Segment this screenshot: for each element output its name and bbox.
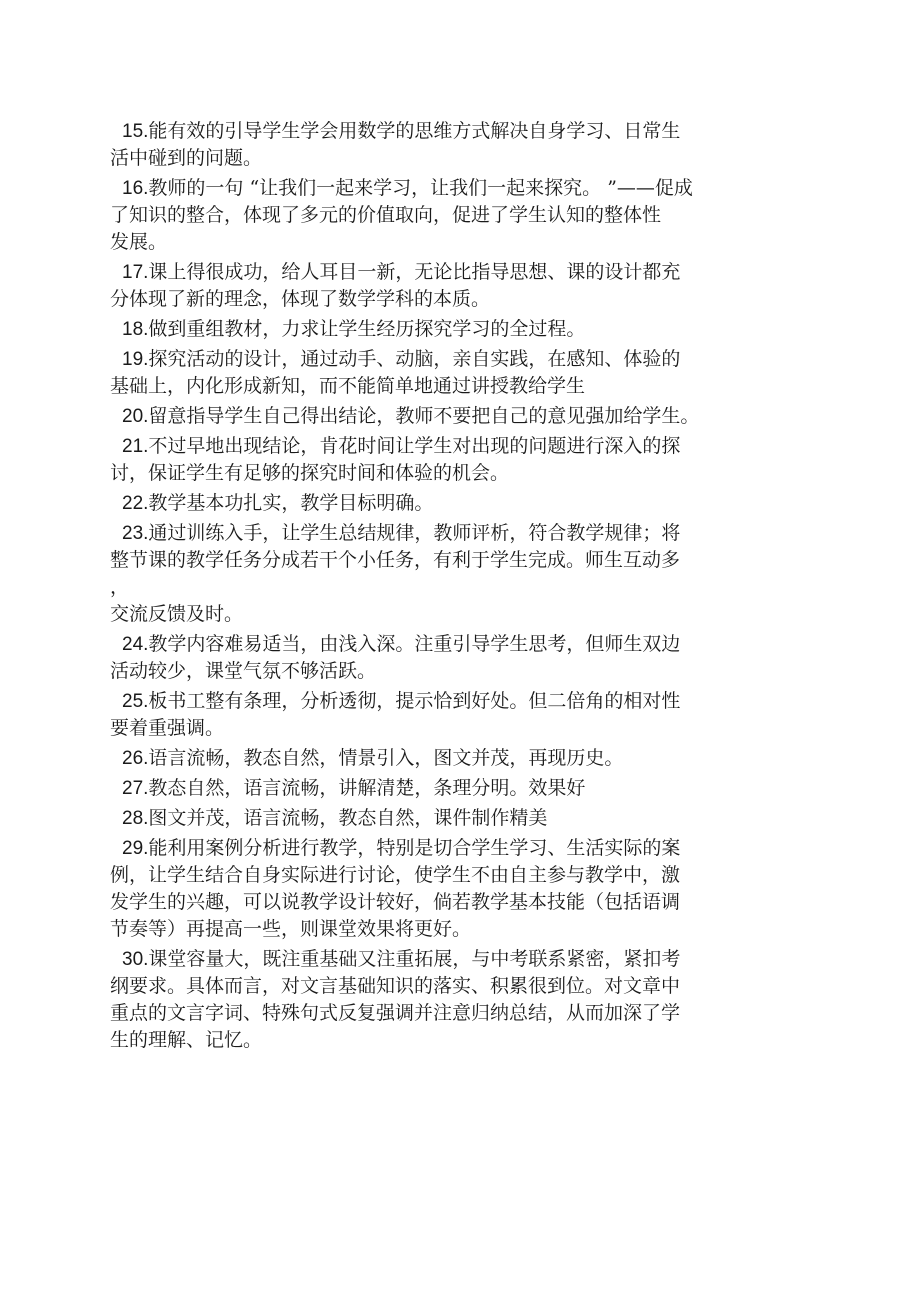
comment-item: [110, 403, 810, 430]
comment-number: 24.: [122, 634, 149, 655]
comment-text: 做到重组教材，力求让学生经历探究学习的全过程。: [148, 318, 586, 340]
comment-number: 30.: [122, 949, 149, 970]
comment-first-line: [110, 346, 810, 373]
comment-text: 通过训练入手，让学生总结规律，教师评析，符合教学规律；将: [148, 522, 681, 544]
comment-item: [110, 520, 810, 628]
comment-text: 留意指导学生自己得出结论，教师不要把自己的意见强加给学生。: [148, 405, 700, 427]
comment-item: [110, 775, 810, 802]
comment-text: 教师的一句 “让我们一起来学习，让我们一起来探究。 ”——促成: [148, 177, 693, 199]
comment-item: [110, 118, 810, 172]
comment-item: [110, 175, 810, 256]
comment-item: [110, 835, 810, 943]
comment-line: 了知识的整合，体现了多元的价值取向，促进了学生认知的整体性: [110, 204, 662, 226]
comment-number: 17.: [122, 262, 149, 283]
comment-item: [110, 259, 810, 313]
comment-number: 26.: [122, 748, 149, 769]
comment-line: 重点的文言字词、特殊句式反复强调并注意归纳总结，从而加深了学: [110, 1002, 681, 1024]
comment-first-line: [110, 403, 810, 430]
comment-number: 28.: [122, 808, 149, 829]
comment-line: 发展。: [110, 231, 168, 253]
comment-number: 22.: [122, 493, 149, 514]
comment-line: 分体现了新的理念，体现了数学学科的本质。: [110, 288, 491, 310]
comment-first-line: [110, 259, 810, 286]
comment-line: 交流反馈及时。: [110, 603, 244, 625]
comment-first-line: [110, 433, 810, 460]
comment-line: 基础上，内化形成新知，而不能简单地通过讲授教给学生: [110, 375, 586, 397]
comment-first-line: [110, 520, 810, 547]
comment-text: 探究活动的设计，通过动手、动脑，亲自实践，在感知、体验的: [148, 348, 681, 370]
comment-line: 发学生的兴趣，可以说教学设计较好，倘若教学基本技能（包括语调: [110, 891, 681, 913]
comment-number: 29.: [122, 838, 149, 859]
comment-first-line: [110, 118, 810, 145]
comment-number: 15.: [122, 121, 149, 142]
comment-line: ，: [110, 576, 130, 598]
comment-item: [110, 745, 810, 772]
comment-item: [110, 346, 810, 400]
comment-text: 不过早地出现结论，肯花时间让学生对出现的问题进行深入的探: [148, 435, 681, 457]
comment-line: 活中碰到的问题。: [110, 147, 263, 169]
comment-line: 活动较少，课堂气氛不够活跃。: [110, 660, 377, 682]
comment-number: 16.: [122, 178, 149, 199]
comment-first-line: [110, 835, 810, 862]
comment-line: 整节课的教学任务分成若干个小任务，有利于学生完成。师生互动多: [110, 549, 681, 571]
comment-item: [110, 433, 810, 487]
comment-text: 语言流畅，教态自然，情景引入，图文并茂，再现历史。: [148, 747, 624, 769]
comment-item: [110, 946, 810, 1054]
comment-text: 课堂容量大，既注重基础又注重拓展，与中考联系紧密，紧扣考: [148, 948, 681, 970]
comment-number: 25.: [122, 691, 149, 712]
comment-first-line: [110, 490, 810, 517]
comment-number: 21.: [122, 436, 149, 457]
comment-line: 生的理解、记忆。: [110, 1029, 263, 1051]
comment-text: 教学内容难易适当，由浅入深。注重引导学生思考，但师生双边: [148, 633, 681, 655]
comment-number: 19.: [122, 349, 149, 370]
comment-list: [110, 118, 810, 1057]
comment-line: 纲要求。具体而言，对文言基础知识的落实、积累很到位。对文章中: [110, 975, 681, 997]
comment-item: [110, 805, 810, 832]
comment-text: 教态自然，语言流畅，讲解清楚，条理分明。效果好: [148, 777, 586, 799]
comment-number: 27.: [122, 778, 149, 799]
comment-text: 板书工整有条理，分析透彻，提示恰到好处。但二倍角的相对性: [148, 690, 681, 712]
comment-first-line: [110, 946, 810, 973]
comment-text: 课上得很成功，给人耳目一新，无论比指导思想、课的设计都充: [148, 261, 681, 283]
comment-text: 图文并茂，语言流畅，教态自然，课件制作精美: [148, 807, 548, 829]
comment-line: 讨，保证学生有足够的探究时间和体验的机会。: [110, 462, 510, 484]
comment-line: 例，让学生结合自身实际进行讨论，使学生不由自主参与教学中，激: [110, 864, 681, 886]
comment-first-line: [110, 316, 810, 343]
comment-item: [110, 316, 810, 343]
comment-text: 能有效的引导学生学会用数学的思维方式解决自身学习、日常生: [148, 120, 681, 142]
comment-number: 20.: [122, 406, 149, 427]
comment-first-line: [110, 175, 810, 202]
comment-number: 23.: [122, 523, 149, 544]
comment-first-line: [110, 688, 810, 715]
comment-line: 要着重强调。: [110, 717, 225, 739]
comment-line: 节奏等）再提高一些，则课堂效果将更好。: [110, 918, 472, 940]
comment-item: [110, 490, 810, 517]
comment-item: [110, 631, 810, 685]
comment-first-line: [110, 631, 810, 658]
comment-number: 18.: [122, 319, 149, 340]
comment-text: 能利用案例分析进行教学，特别是切合学生学习、生活实际的案: [148, 837, 681, 859]
comment-first-line: [110, 805, 810, 832]
comment-item: [110, 688, 810, 742]
comment-text: 教学基本功扎实，教学目标明确。: [148, 492, 434, 514]
comment-first-line: [110, 745, 810, 772]
comment-first-line: [110, 775, 810, 802]
